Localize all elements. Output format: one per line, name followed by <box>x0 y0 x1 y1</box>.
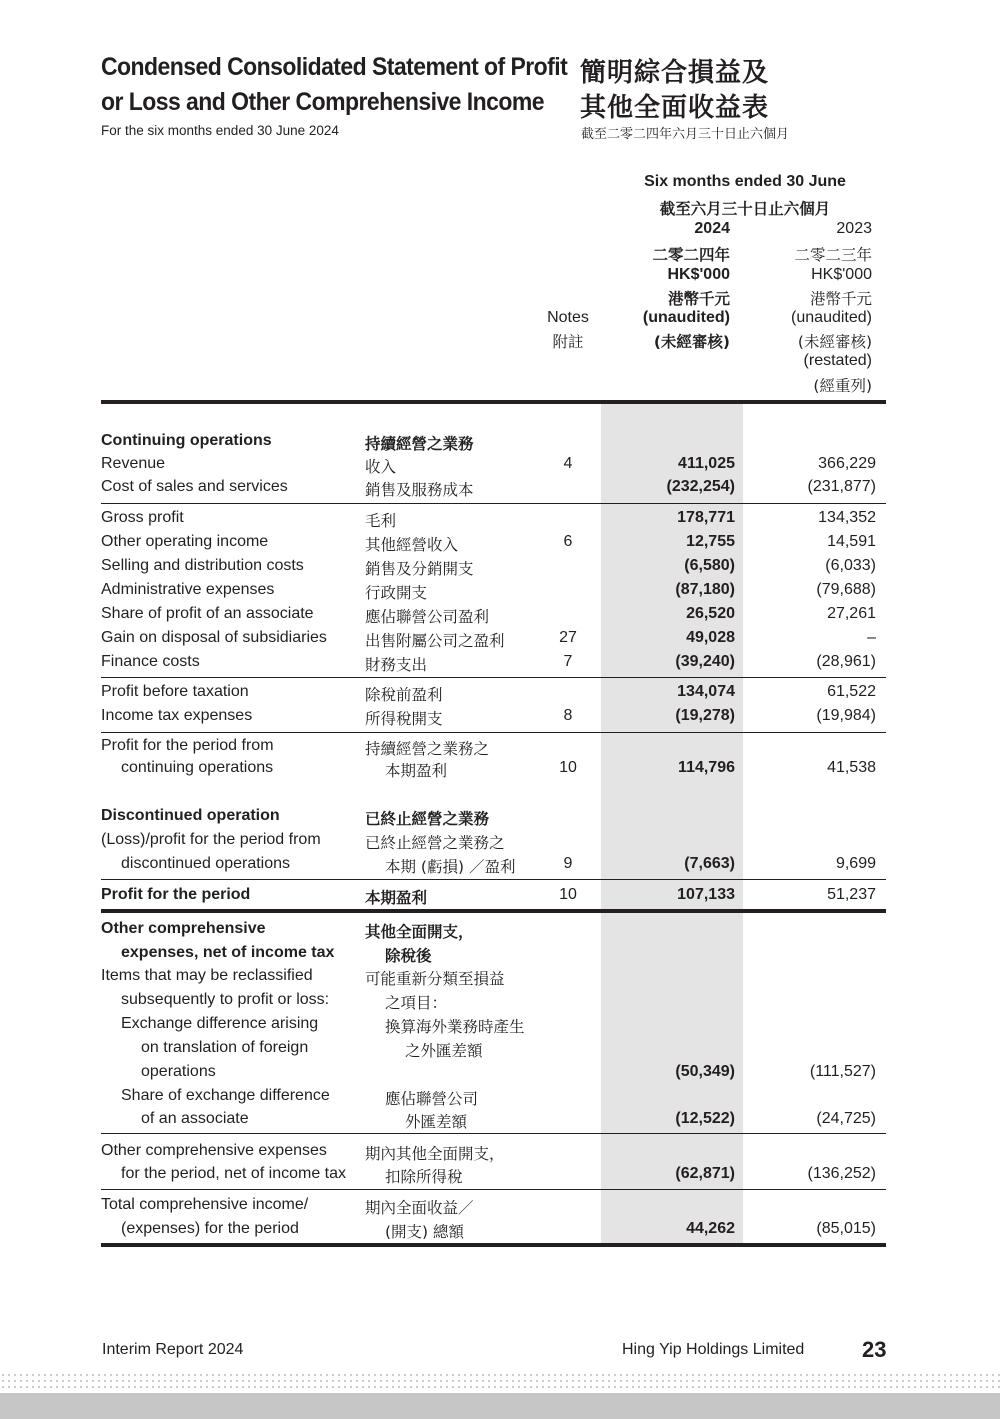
row-current-value: (12,522) <box>675 1110 735 1127</box>
row-label-zh: 除稅後 <box>385 947 432 965</box>
row-prior-value: (136,252) <box>807 1165 876 1182</box>
row-label-en: of an associate <box>141 1110 249 1127</box>
table-row <box>0 605 1000 629</box>
row-label-zh: 持續經營之業務 <box>365 435 474 453</box>
row-label-zh: 財務支出 <box>365 656 428 674</box>
subtitle-en: For the six months ended 30 June 2024 <box>101 123 339 138</box>
rule-after-cost <box>101 503 886 504</box>
prior-restated: (restated) <box>803 352 872 369</box>
row-label-zh: (開支) 總額 <box>385 1223 465 1241</box>
row-label-en: discontinued operations <box>121 855 291 872</box>
row-label-en: (expenses) for the period <box>121 1220 299 1237</box>
table-row <box>0 533 1000 557</box>
table-row <box>0 920 1000 944</box>
table-row <box>0 991 1000 1015</box>
row-label-en: Share of exchange difference <box>121 1087 330 1104</box>
table-row <box>0 737 1000 761</box>
row-prior-value: (19,984) <box>816 707 876 724</box>
row-label-zh: 其他全面開支， <box>365 923 474 941</box>
row-label-zh: 期內其他全面開支， <box>365 1145 505 1163</box>
current-unit-zh: 港幣千元 <box>667 290 730 308</box>
row-label-zh: 之項目： <box>385 994 448 1012</box>
row-current-value: 49,028 <box>686 629 735 646</box>
prior-status-zh: (未經審核) <box>797 333 872 351</box>
row-prior-value: 41,538 <box>827 759 876 776</box>
row-current-value: 12,755 <box>686 533 735 550</box>
row-label-en: expenses, net of income tax <box>121 944 335 961</box>
row-label-zh: 換算海外業務時產生 <box>385 1018 525 1036</box>
row-label-zh: 所得稅開支 <box>365 710 443 728</box>
table-row <box>0 1142 1000 1166</box>
row-label-en: Other comprehensive <box>101 920 266 937</box>
row-prior-value: (28,961) <box>816 653 876 670</box>
prior-status: (unaudited) <box>791 309 872 326</box>
notes-header-en: Notes <box>547 309 589 326</box>
row-prior-value: 61,522 <box>827 683 876 700</box>
row-label-en: Profit for the period from <box>101 737 274 754</box>
row-label-zh: 外匯差額 <box>405 1113 468 1131</box>
table-row <box>0 707 1000 731</box>
footer-report-name: Interim Report 2024 <box>102 1341 244 1358</box>
table-row <box>0 509 1000 533</box>
row-current-value: 26,520 <box>686 605 735 622</box>
row-current-value: (39,240) <box>675 653 735 670</box>
prior-restated-zh: (經重列) <box>813 377 872 395</box>
row-label-zh: 本期盈利 <box>385 762 448 780</box>
table-row <box>0 944 1000 968</box>
row-prior-value: (111,527) <box>809 1063 876 1080</box>
title-zh-line1: 簡明綜合損益及 <box>580 58 770 88</box>
row-prior-value: 27,261 <box>827 605 876 622</box>
row-current-value: 44,262 <box>686 1220 735 1237</box>
table-row <box>0 967 1000 991</box>
row-label-en: Gross profit <box>101 509 184 526</box>
row-prior-value: 366,229 <box>818 455 876 472</box>
table-row <box>0 653 1000 677</box>
subtitle-zh: 截至二零二四年六月三十日止六個月 <box>581 127 790 142</box>
rule-after-discontinued <box>101 879 886 880</box>
table-row <box>0 807 1000 831</box>
row-label-en: Items that may be reclassified <box>101 967 313 984</box>
row-current-value: 178,771 <box>677 509 735 526</box>
row-label-zh: 本期 (虧損) ／盈利 <box>385 858 516 876</box>
row-prior-value: 14,591 <box>827 533 876 550</box>
row-label-en: operations <box>141 1063 216 1080</box>
rule-after-finance <box>101 677 886 678</box>
row-label-en: (Loss)/profit for the period from <box>101 831 321 848</box>
row-current-value: (6,580) <box>684 557 735 574</box>
header-rule <box>101 400 886 404</box>
row-label-en: Continuing operations <box>101 432 272 449</box>
table-row <box>0 1063 1000 1087</box>
table-row <box>0 1087 1000 1111</box>
row-label-en: Finance costs <box>101 653 200 670</box>
footer-band <box>0 1393 1000 1419</box>
table-row <box>0 1220 1000 1244</box>
row-note: 10 <box>559 759 577 776</box>
row-label-zh: 出售附屬公司之盈利 <box>365 632 505 650</box>
rule-after-oci <box>101 1189 886 1190</box>
row-label-en: subsequently to profit or loss: <box>121 991 330 1008</box>
row-current-value: (87,180) <box>675 581 735 598</box>
table-row <box>0 759 1000 783</box>
row-label-en: Discontinued operation <box>101 807 280 824</box>
row-label-en: Exchange difference arising <box>121 1015 319 1032</box>
row-label-en: Revenue <box>101 455 166 472</box>
rule-after-tax <box>101 732 886 733</box>
row-label-en: on translation of foreign <box>141 1039 309 1056</box>
row-label-en: Profit before taxation <box>101 683 249 700</box>
row-prior-value: – <box>867 629 876 646</box>
table-row <box>0 629 1000 653</box>
table-row <box>0 557 1000 581</box>
row-label-en: Total comprehensive income/ <box>101 1196 309 1213</box>
row-label-zh: 可能重新分類至損益 <box>365 970 505 988</box>
table-row <box>0 478 1000 502</box>
row-label-en: Other comprehensive expenses <box>101 1142 327 1159</box>
row-note: 8 <box>563 707 573 724</box>
table-row <box>0 831 1000 855</box>
table-row <box>0 886 1000 910</box>
period-header-zh: 截至六月三十日止六個月 <box>659 200 831 218</box>
row-current-value: (50,349) <box>675 1063 735 1080</box>
current-year-zh: 二零二四年 <box>652 246 730 264</box>
row-note: 10 <box>559 886 577 903</box>
row-label-en: Cost of sales and services <box>101 478 288 495</box>
title-en-line2: or Loss and Other Comprehensive Income <box>101 88 544 116</box>
row-label-zh: 已終止經營之業務之 <box>365 834 505 852</box>
row-note: 7 <box>563 653 573 670</box>
table-row <box>0 855 1000 879</box>
row-prior-value: (24,725) <box>816 1110 876 1127</box>
row-prior-value: (79,688) <box>816 581 876 598</box>
row-current-value: 107,133 <box>677 886 735 903</box>
current-unit: HK$'000 <box>667 266 730 283</box>
page-number: 23 <box>862 1337 887 1362</box>
table-row <box>0 455 1000 479</box>
footer-company-name: Hing Yip Holdings Limited <box>622 1341 805 1358</box>
row-label-en: Other operating income <box>101 533 269 550</box>
row-label-en: Selling and distribution costs <box>101 557 304 574</box>
row-label-en: Gain on disposal of subsidiaries <box>101 629 327 646</box>
notes-header-zh: 附註 <box>552 333 584 351</box>
row-label-zh: 銷售及服務成本 <box>365 481 474 499</box>
row-label-zh: 應佔聯營公司 <box>385 1090 479 1108</box>
row-label-zh: 之外匯差額 <box>405 1042 483 1060</box>
row-current-value: (62,871) <box>675 1165 735 1182</box>
row-label-zh: 除稅前盈利 <box>365 686 443 704</box>
prior-year: 2023 <box>836 220 872 237</box>
title-zh-line2: 其他全面收益表 <box>580 93 770 123</box>
row-label-zh: 毛利 <box>365 512 397 530</box>
row-label-zh: 應佔聯營公司盈利 <box>365 608 490 626</box>
row-label-zh: 收入 <box>365 458 397 476</box>
row-current-value: 411,025 <box>678 455 735 472</box>
row-prior-value: 134,352 <box>818 509 876 526</box>
current-year: 2024 <box>694 220 730 237</box>
row-current-value: 134,074 <box>677 683 735 700</box>
table-row <box>0 683 1000 707</box>
table-row <box>0 581 1000 605</box>
row-label-zh: 扣除所得稅 <box>385 1168 463 1186</box>
current-status-zh: (未經審核) <box>653 333 730 351</box>
row-current-value: 114,796 <box>678 759 735 776</box>
row-label-en: for the period, net of income tax <box>121 1165 347 1182</box>
row-label-zh: 銷售及分銷開支 <box>365 560 474 578</box>
row-current-value: (232,254) <box>666 478 735 495</box>
dotted-footer-pattern <box>0 1372 1000 1390</box>
row-note: 27 <box>559 629 577 646</box>
row-prior-value: (231,877) <box>807 478 876 495</box>
table-row <box>0 1196 1000 1220</box>
row-label-zh: 其他經營收入 <box>365 536 459 554</box>
table-row <box>0 1039 1000 1063</box>
row-note: 9 <box>563 855 573 872</box>
row-prior-value: (6,033) <box>825 557 876 574</box>
row-note: 6 <box>563 533 573 550</box>
row-prior-value: 51,237 <box>827 886 876 903</box>
row-label-zh: 期內全面收益／ <box>365 1199 474 1217</box>
prior-unit: HK$'000 <box>811 266 872 283</box>
row-current-value: (19,278) <box>675 707 735 724</box>
current-status: (unaudited) <box>642 309 730 326</box>
table-row <box>0 432 1000 456</box>
table-row <box>0 1015 1000 1039</box>
row-label-zh: 已終止經營之業務 <box>365 810 490 828</box>
row-label-zh: 行政開支 <box>365 584 428 602</box>
row-label-zh: 本期盈利 <box>365 889 428 907</box>
row-label-en: Income tax expenses <box>101 707 253 724</box>
prior-year-zh: 二零二三年 <box>794 246 872 264</box>
row-label-en: Profit for the period <box>101 886 251 903</box>
row-prior-value: 9,699 <box>835 855 876 872</box>
period-header-en: Six months ended 30 June <box>644 173 846 190</box>
title-en-line1: Condensed Consolidated Statement of Profit <box>101 53 568 81</box>
row-note: 4 <box>563 455 573 472</box>
row-label-en: continuing operations <box>121 759 274 776</box>
row-label-en: Administrative expenses <box>101 581 275 598</box>
prior-unit-zh: 港幣千元 <box>809 290 872 308</box>
row-label-zh: 持續經營之業務之 <box>365 740 490 758</box>
row-prior-value: (85,015) <box>816 1220 876 1237</box>
row-label-en: Share of profit of an associate <box>101 605 314 622</box>
row-current-value: (7,663) <box>684 855 735 872</box>
table-row <box>0 1165 1000 1189</box>
table-row <box>0 1110 1000 1134</box>
